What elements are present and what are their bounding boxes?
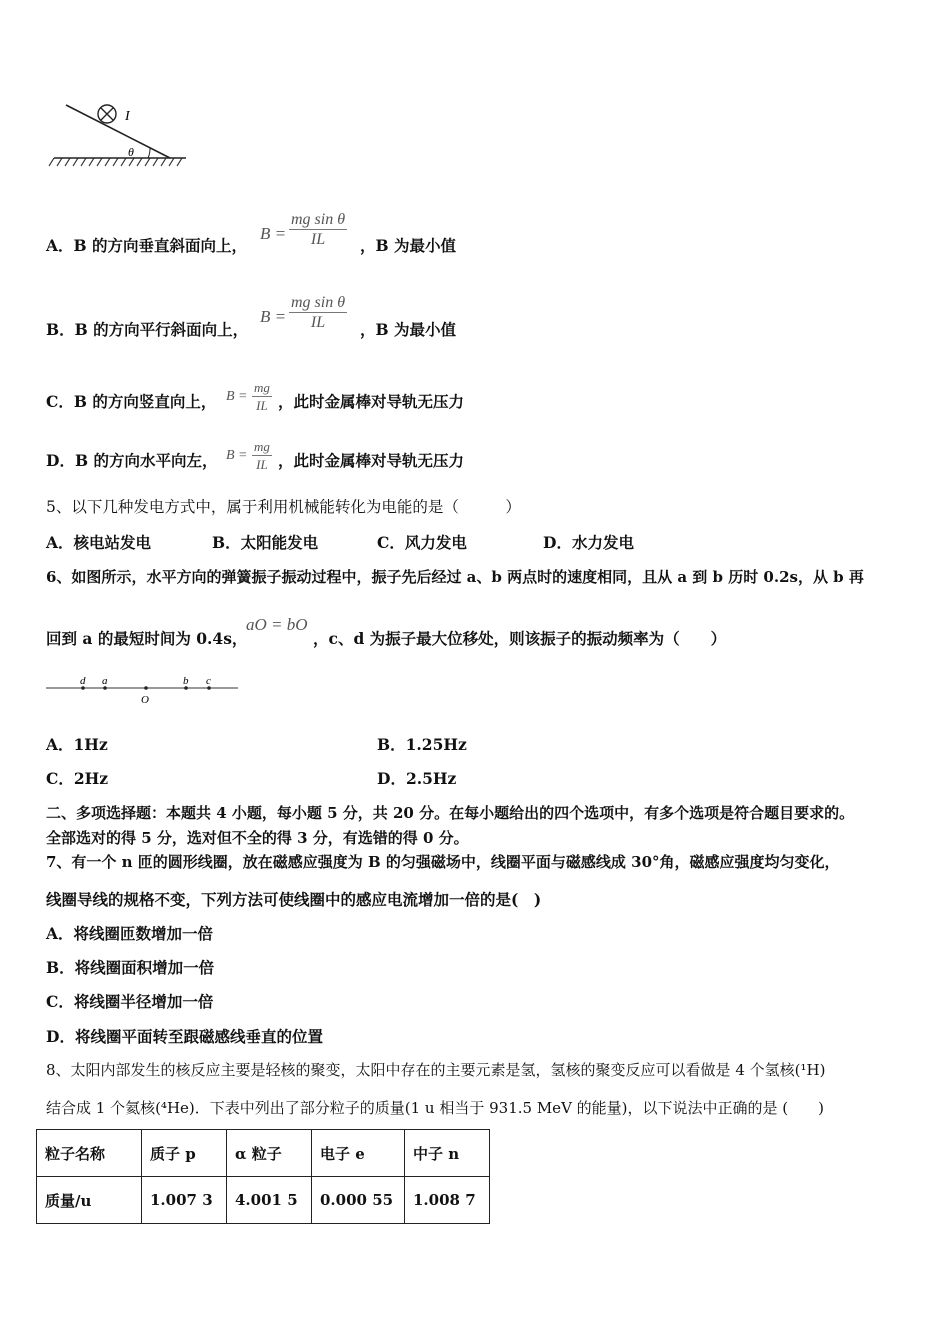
fraction-denominator: IL bbox=[310, 314, 326, 331]
q6-option-a[interactable]: A．1Hz bbox=[46, 735, 108, 754]
oscillator-figure bbox=[46, 672, 242, 708]
incline-figure bbox=[48, 98, 198, 173]
current-into-page-icon bbox=[98, 105, 116, 123]
option-after: ，此时金属棒对导轨无压力 bbox=[278, 451, 465, 470]
q7-stem-line1: 7、有一个 n 匝的圆形线圈，放在磁感应强度为 B 的匀强磁场中，线圈平面与磁感线成 30°角，磁感应强度均匀变化， bbox=[46, 853, 840, 871]
q5-stem: 5、以下几种发电方式中，属于利用机械能转化为电能的是（ ） bbox=[46, 498, 521, 516]
table-cell: 粒子名称 bbox=[37, 1130, 142, 1177]
option-label: D． bbox=[46, 451, 75, 470]
option-after: ，B 为最小值 bbox=[360, 236, 456, 255]
table-cell: 4.001 5 bbox=[227, 1177, 312, 1224]
q7-option-a[interactable]: A．将线圈匝数增加一倍 bbox=[46, 924, 214, 943]
q7-stem-line2: 线圈导线的规格不变，下列方法可使线圈中的感应电流增加一倍的是( ) bbox=[46, 890, 542, 909]
fraction-numerator: mg sin θ bbox=[291, 294, 346, 311]
angle-label: θ bbox=[128, 145, 134, 159]
label-d: d bbox=[80, 675, 86, 687]
point-o bbox=[144, 686, 148, 690]
table-cell: 0.000 55 bbox=[312, 1177, 405, 1224]
label-b: b bbox=[183, 675, 189, 687]
label-o: O bbox=[141, 694, 149, 706]
q5-option-d[interactable]: D．水力发电 bbox=[543, 533, 634, 552]
section2-line1: 二、多项选择题：本题共 4 小题，每小题 5 分，共 20 分。在每小题给出的四个选项中，有多个选项是符合题目要求的。 bbox=[46, 804, 855, 822]
fraction-numerator: mg bbox=[254, 380, 270, 395]
q6-stem-line1: 6、如图所示，水平方向的弹簧振子振动过程中，振子先后经过 a、b 两点时的速度相同，且从 a 到 b 历时 0.2s，从 b 再 bbox=[46, 568, 864, 586]
table-cell: 质量/u bbox=[37, 1177, 142, 1224]
option-after: ，B 为最小值 bbox=[360, 320, 456, 339]
table-cell: 质子 p bbox=[142, 1130, 227, 1177]
q7-option-b[interactable]: B．将线圈面积增加一倍 bbox=[46, 958, 215, 977]
q6-option-d[interactable]: D．2.5Hz bbox=[377, 769, 457, 788]
option-label: A． bbox=[46, 236, 74, 255]
formula-lhs: B = bbox=[226, 448, 248, 463]
formula-fraction bbox=[252, 380, 272, 414]
table-row bbox=[37, 1177, 490, 1224]
current-label: I bbox=[125, 109, 130, 124]
q6-option-b[interactable]: B．1.25Hz bbox=[377, 735, 467, 754]
fraction-numerator: mg bbox=[254, 439, 270, 454]
fraction-numerator: mg sin θ bbox=[291, 211, 346, 228]
q5-option-a[interactable]: A．核电站发电 bbox=[46, 533, 152, 552]
table-cell: 1.007 3 bbox=[142, 1177, 227, 1224]
option-text: B 的方向平行斜面向上， bbox=[74, 320, 249, 339]
formula-fraction bbox=[289, 211, 347, 249]
q7-option-d[interactable]: D．将线圈平面转至跟磁感线垂直的位置 bbox=[46, 1027, 323, 1046]
fraction-denominator: IL bbox=[256, 457, 268, 472]
q6-stem-line2a: 回到 a 的最短时间为 0.4s， bbox=[46, 629, 248, 648]
table-header-row bbox=[37, 1130, 490, 1177]
formula-lhs: B = bbox=[260, 224, 287, 243]
fraction-denominator: IL bbox=[256, 398, 268, 413]
q8-stem-line2: 结合成 1 个氦核(⁴He)．下表中列出了部分粒子的质量(1 u 相当于 931.5 MeV 的能量)，以下说法中正确的是 ( ) bbox=[46, 1099, 824, 1117]
formula-fraction bbox=[289, 294, 347, 332]
label-a: a bbox=[102, 675, 108, 687]
option-text: B 的方向水平向左， bbox=[74, 451, 218, 470]
table-cell: 电子 e bbox=[312, 1130, 405, 1177]
option-after: ，此时金属棒对导轨无压力 bbox=[278, 392, 465, 411]
particle-mass-table bbox=[36, 1129, 490, 1224]
formula-lhs: B = bbox=[260, 307, 287, 326]
table-cell: α 粒子 bbox=[227, 1130, 312, 1177]
section2-line2: 全部选对的得 5 分，选对但不全的得 3 分，有选错的得 0 分。 bbox=[46, 829, 469, 847]
formula-lhs: B = bbox=[226, 389, 248, 404]
q8-stem-line1: 8、太阳内部发生的核反应主要是轻核的聚变，太阳中存在的主要元素是氢，氢核的聚变反应可以看做是 4 个氢核(¹H) bbox=[46, 1061, 826, 1079]
option-text: B 的方向垂直斜面向上， bbox=[73, 236, 248, 255]
q6-option-c[interactable]: C．2Hz bbox=[46, 769, 109, 788]
q5-option-b[interactable]: B．太阳能发电 bbox=[212, 533, 319, 552]
option-text: B 的方向竖直向上， bbox=[73, 392, 217, 411]
q5-option-c[interactable]: C．风力发电 bbox=[377, 533, 467, 552]
q6-formula: aO = bO bbox=[246, 615, 308, 634]
table-cell: 中子 n bbox=[405, 1130, 490, 1177]
fraction-denominator: IL bbox=[310, 231, 326, 248]
option-label: C． bbox=[46, 392, 74, 411]
table-cell: 1.008 7 bbox=[405, 1177, 490, 1224]
label-c: c bbox=[206, 675, 211, 687]
formula-fraction bbox=[252, 439, 272, 473]
option-label: B． bbox=[46, 320, 75, 339]
q6-stem-line2b: ，c、d 为振子最大位移处，则该振子的振动频率为（ ） bbox=[313, 629, 727, 648]
q7-option-c[interactable]: C．将线圈半径增加一倍 bbox=[46, 992, 214, 1011]
